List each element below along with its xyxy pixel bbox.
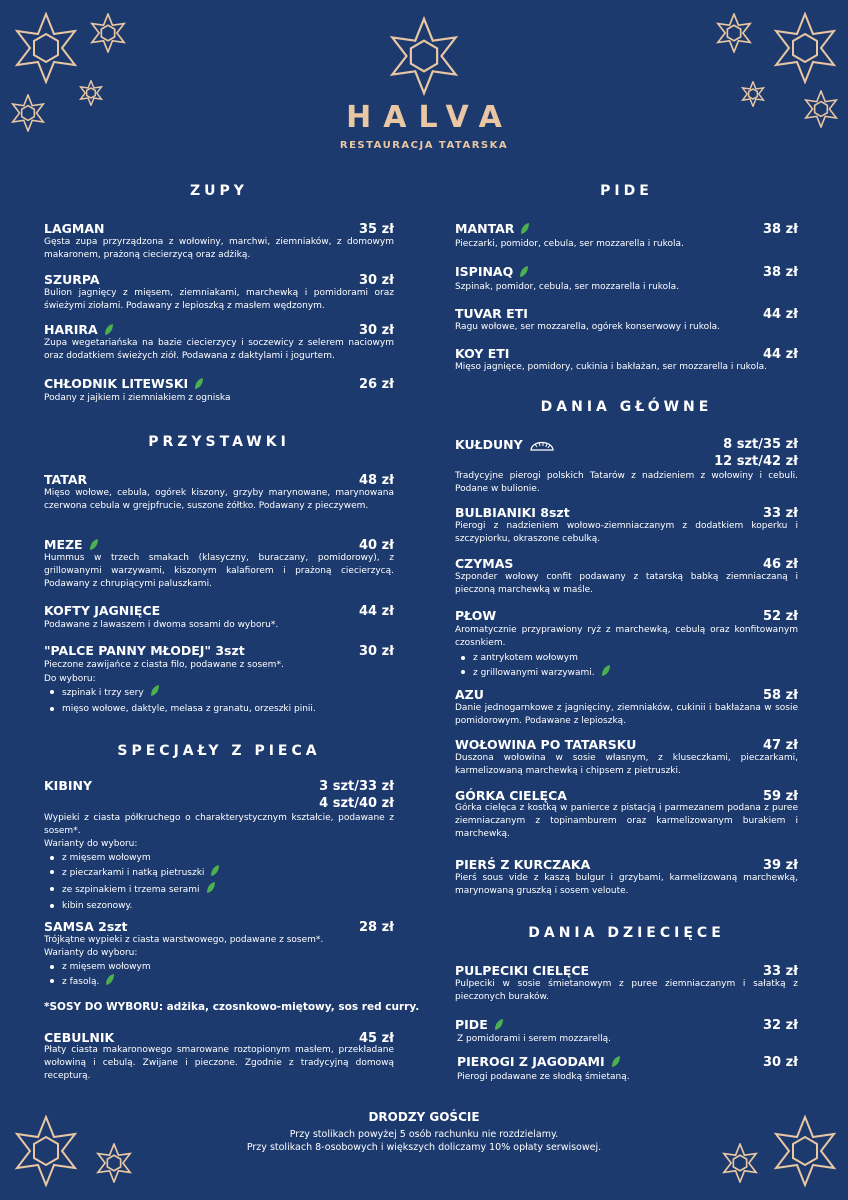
leaf-icon xyxy=(611,1056,621,1071)
item-name: LAGMAN xyxy=(44,221,105,236)
item-name: TUVAR ETI xyxy=(455,306,528,321)
item-price: 32 zł xyxy=(762,1018,798,1033)
list-item: z fasolą. xyxy=(50,974,151,991)
menu-item-plow xyxy=(455,608,798,680)
item-price: 47 zł xyxy=(762,738,798,753)
option-list xyxy=(50,685,316,716)
item-price: 33 zł xyxy=(762,506,798,521)
item-description: Pulpeciki w sosie śmietanowym z puree ziemniaczanym i sałatką z pieczonych buraków. xyxy=(455,979,798,1002)
leaf-icon xyxy=(519,266,529,281)
item-description: Podawane z lawaszem i dwoma sosami do wyboru*. xyxy=(44,620,279,630)
item-name: PIERŚ Z KURCZAKA xyxy=(455,857,591,872)
section-title-dania-glowne: DANIA GŁÓWNE xyxy=(540,399,713,415)
item-name: MEZE xyxy=(44,537,83,552)
item-price: 52 zł xyxy=(762,609,798,624)
leaf-icon xyxy=(494,1019,504,1034)
item-price: 44 zł xyxy=(358,604,394,619)
menu-item-palce xyxy=(44,643,394,715)
item-price: 59 zł xyxy=(762,789,798,804)
star-icon xyxy=(90,13,126,53)
menu-item-cebulnik xyxy=(44,1030,394,1088)
menu-item-azu xyxy=(455,687,798,731)
item-name-row xyxy=(44,376,204,393)
menu-item-piers-z-kurczaka xyxy=(455,857,798,901)
list-item: mięso wołowe, daktyle, melasa z granatu, orzeszki pinii. xyxy=(50,702,316,716)
option-list xyxy=(50,851,220,913)
option-list xyxy=(461,651,611,682)
item-name-row xyxy=(457,1054,621,1071)
item-description: Pieczone zawijańce z ciasta filo, podawane z sosem*. xyxy=(44,660,284,670)
menu-item-koy-eti xyxy=(455,346,798,378)
footer-note: Przy stolikach 8-osobowych i większych doliczamy 10% opłaty serwisowej. xyxy=(246,1142,602,1153)
item-description: Zupa wegetariańska na bazie ciecierzycy i soczewicy z selerem naciowym oraz dodatkiem świeżych ziół. Podawana z daktylami i jogurtem. xyxy=(44,338,394,361)
dumpling-icon xyxy=(529,436,555,455)
menu-item-pide-kids xyxy=(455,1017,798,1047)
item-name: KOFTY JAGNIĘCE xyxy=(44,603,161,618)
item-name: PŁOW xyxy=(455,608,497,623)
item-description: Aromatycznie przyprawiony ryż z marchewką, cebulą oraz konfitowanym czosnkiem. xyxy=(455,625,798,648)
menu-item-szurpa xyxy=(44,272,394,316)
item-price: 30 zł xyxy=(358,644,394,659)
menu-item-pulpeciki xyxy=(455,963,798,1007)
item-name-row xyxy=(455,221,530,238)
item-price: 44 zł xyxy=(762,347,798,362)
item-name: PIEROGI Z JAGODAMI xyxy=(457,1054,605,1069)
leaf-icon xyxy=(210,865,220,882)
item-price: 3 szt/33 zł xyxy=(319,779,394,794)
menu-item-wolowina-po-tatarsku xyxy=(455,737,798,781)
leaf-icon xyxy=(601,665,611,682)
star-icon xyxy=(716,13,752,53)
item-name: CZYMAS xyxy=(455,556,514,571)
item-name-row xyxy=(455,436,555,455)
section-title-zupy: ZUPY xyxy=(190,183,248,199)
item-description: Gęsta zupa przyrządzona z wołowiny, marchwi, ziemniaków, z domowym makaronem, prażoną ciecierzycą oraz adżiką. xyxy=(44,237,394,260)
list-item: ze szpinakiem i trzema serami xyxy=(50,882,220,899)
menu-item-czymas xyxy=(455,556,798,600)
list-item: z antrykotem wołowym xyxy=(461,651,611,665)
star-icon xyxy=(14,12,78,84)
item-name: MANTAR xyxy=(455,221,515,236)
item-description: Duszona wołowina w sosie własnym, z kluseczkami, pieczarkami, karmelizowaną marchewką i chipsem z pietruszki. xyxy=(455,753,798,776)
item-price: 44 zł xyxy=(762,307,798,322)
item-name: SZURPA xyxy=(44,272,100,287)
menu-item-kibiny xyxy=(44,778,394,911)
menu-item-pierogi-z-jagodami xyxy=(457,1054,798,1084)
item-name: KUŁDUNY xyxy=(455,437,523,452)
item-price: 39 zł xyxy=(762,858,798,873)
choice-label: Do wyboru: xyxy=(44,674,96,684)
leaf-icon xyxy=(206,882,216,899)
section-title-przystawki: PRZYSTAWKI xyxy=(148,434,290,450)
item-name: CEBULNIK xyxy=(44,1030,115,1045)
star-icon xyxy=(389,16,459,96)
item-description: Mięso jagnięce, pomidory, cukinia i bakłażan, ser mozzarella i rukola. xyxy=(455,362,767,372)
item-price: 4 szt/40 zł xyxy=(319,796,394,811)
option-list xyxy=(50,960,151,991)
item-price: 38 zł xyxy=(762,222,798,237)
item-name: PULPECIKI CIELĘCE xyxy=(455,963,590,978)
menu-item-ispinaq xyxy=(455,264,798,296)
list-item: z mięsem wołowym xyxy=(50,851,220,865)
item-description: Szponder wołowy confit podawany z tatarską babką ziemniaczaną i pieczoną marchewką w maśle. xyxy=(455,572,798,595)
section-title-dania-dzieciece: DANIA DZIECIĘCE xyxy=(528,925,725,941)
item-description: Podany z jajkiem i ziemniakiem z ogniska xyxy=(44,393,231,403)
item-description: Tradycyjne pierogi polskich Tatarów z nadzieniem z wołowiny i cebuli. Podane w bulionie. xyxy=(455,471,798,494)
item-name: KOY ETI xyxy=(455,346,510,361)
item-description: Pierś sous vide z kaszą bulgur i grzybami, karmelizowaną marchewką, marynowaną gruszką i sosem veloute. xyxy=(455,873,798,896)
item-price: 48 zł xyxy=(358,473,394,488)
menu-item-meze xyxy=(44,537,394,593)
item-price: 30 zł xyxy=(358,323,394,338)
item-name: WOŁOWINA PO TATARSKU xyxy=(455,737,637,752)
item-name-row xyxy=(455,1017,504,1034)
item-description: Płaty ciasta makaronowego smarowane roztopionym masłem, przekładane wołowiną i cebulą. Zwijane i pieczone. Zgodnie z tradycyjną domową recepturą. xyxy=(44,1045,394,1081)
item-description: Ragu wołowe, ser mozzarella, ogórek konserwowy i rukola. xyxy=(455,322,721,332)
item-description: Mięso wołowe, cebula, ogórek kiszony, grzyby marynowane, marynowana czerwona cebula w grejpfrucie, suszone żółtko. Podawany z pieczywem. xyxy=(44,488,394,511)
item-description: Szpinak, pomidor, cebula, ser mozzarella i rukola. xyxy=(455,282,680,292)
item-price: 58 zł xyxy=(762,688,798,703)
list-item: szpinak i trzy sery xyxy=(50,685,316,702)
item-name: TATAR xyxy=(44,472,88,487)
star-icon xyxy=(773,12,837,84)
item-price: 35 zł xyxy=(358,222,394,237)
leaf-icon xyxy=(520,223,530,238)
section-title-pide: PIDE xyxy=(600,183,653,199)
item-description: Pierogi z nadzieniem wołowo-ziemniaczanym z dodatkiem koperku i szczypiorku, okraszone cebulką. xyxy=(455,521,798,544)
item-description: Bulion jagnięcy z mięsem, ziemniakami, marchewką i pomidorami oraz świeżymi ziołami. Podawany z lepioszką z masłem wędzonym. xyxy=(44,288,394,311)
menu-item-chlodnik xyxy=(44,376,394,406)
item-description: Pierogi podawane ze słodką śmietaną. xyxy=(457,1072,630,1082)
item-name: AZU xyxy=(455,687,484,702)
item-name: ISPINAQ xyxy=(455,264,514,279)
item-description: Pieczarki, pomidor, cebula, ser mozzarella i rukola. xyxy=(455,239,684,249)
item-price: 30 zł xyxy=(762,1055,798,1070)
item-name: GÓRKA CIELĘCA xyxy=(455,788,567,803)
menu-item-kulduny xyxy=(455,436,798,494)
footer-note: Przy stolikach powyżej 5 osób rachunku nie rozdzielamy. xyxy=(289,1129,559,1140)
section-title-specjaly: SPECJAŁY Z PIECA xyxy=(117,743,321,759)
menu-item-lagman xyxy=(44,221,394,265)
menu-item-samsa xyxy=(44,919,394,991)
item-price: 12 szt/42 zł xyxy=(714,454,798,469)
item-name: "PALCE PANNY MŁODEJ" 3szt xyxy=(44,643,245,658)
item-name: HARIRA xyxy=(44,322,98,337)
sauces-note: *SOSY DO WYBORU: adżika, czosnkowo-miętowy, sos red curry. xyxy=(44,1001,420,1013)
leaf-icon xyxy=(105,974,115,991)
item-price: 45 zł xyxy=(358,1031,394,1046)
list-item: z pieczarkami i natką pietruszki xyxy=(50,865,220,882)
item-price: 30 zł xyxy=(358,273,394,288)
restaurant-subtitle: RESTAURACJA TATARSKA xyxy=(339,140,509,151)
item-name: BULBIANIKI 8szt xyxy=(455,505,570,520)
item-description: Z pomidorami i serem mozzarellą. xyxy=(457,1034,611,1044)
list-item: z mięsem wołowym xyxy=(50,960,151,974)
menu-item-bulbianiki xyxy=(455,505,798,549)
leaf-icon xyxy=(194,378,204,393)
item-description: Wypieki z ciasta półkruchego o charakterystycznym kształcie, podawane z sosem*. xyxy=(44,813,394,836)
menu-item-mantar xyxy=(455,221,798,253)
item-name: PIDE xyxy=(455,1017,488,1032)
menu-item-gorka-cieleca xyxy=(455,788,798,846)
item-price: 38 zł xyxy=(762,265,798,280)
list-item: z grillowanymi warzywami. xyxy=(461,665,611,682)
item-name: CHŁODNIK LITEWSKI xyxy=(44,376,189,391)
menu-item-tuvar-eti xyxy=(455,306,798,338)
choice-label: Warianty do wyboru: xyxy=(44,839,138,849)
leaf-icon xyxy=(150,685,160,702)
menu-item-tatar xyxy=(44,472,394,528)
item-price: 33 zł xyxy=(762,964,798,979)
restaurant-logo-name: HALVA xyxy=(346,100,514,135)
item-price: 46 zł xyxy=(762,557,798,572)
footer-title: DRODZY GOŚCIE xyxy=(368,1110,480,1124)
item-description: Hummus w trzech smakach (klasyczny, buraczany, pomidorowy), z grillowanymi warzywami, kiszonym kalafiorem i prażoną ciecierzycą. Podawany z chrupiącymi paluszkami. xyxy=(44,553,394,589)
item-price: 26 zł xyxy=(358,377,394,392)
list-item: kibin sezonowy. xyxy=(50,899,220,913)
item-name: SAMSA 2szt xyxy=(44,919,128,934)
menu-item-kofty xyxy=(44,603,394,633)
item-description: Górka cielęca z kostką w panierce z pistacją i parmezanem podana z puree ziemniaczanym z topinamburem oraz karmelizowanym burakiem i marchewką. xyxy=(455,803,798,839)
item-price: 28 zł xyxy=(358,920,394,935)
item-name: KIBINY xyxy=(44,778,93,793)
choice-label: Warianty do wyboru: xyxy=(44,948,138,958)
item-description: Trójkątne wypieki z ciasta warstwowego, podawane z sosem*. xyxy=(44,935,324,945)
item-price: 40 zł xyxy=(358,538,394,553)
item-description: Danie jednogarnkowe z jagnięciny, ziemniaków, cukinii i bakłażana w sosie pomidorowym. Podawane z lepioszką. xyxy=(455,703,798,726)
item-price: 8 szt/35 zł xyxy=(723,437,798,452)
menu-item-harira xyxy=(44,322,394,366)
item-name-row xyxy=(455,264,529,281)
